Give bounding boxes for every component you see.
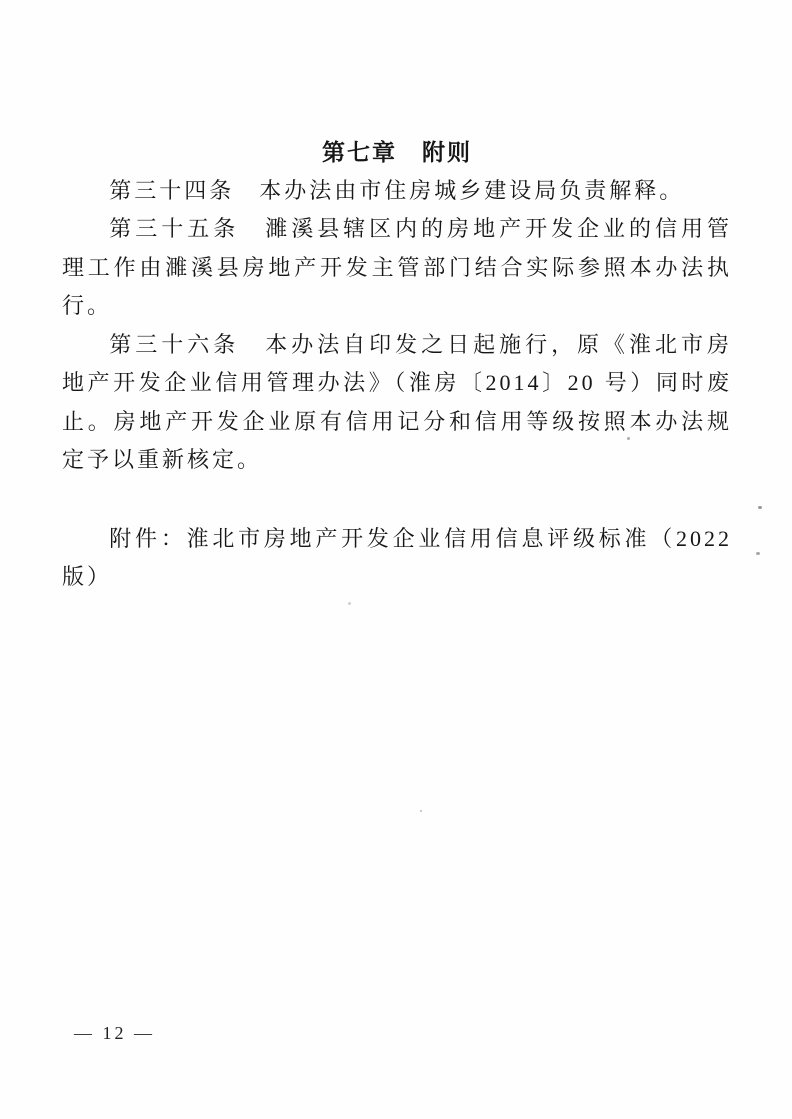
page-number: — 12 —	[74, 1023, 155, 1043]
scan-speck	[758, 506, 762, 509]
scan-speck	[420, 810, 422, 812]
scan-speck	[627, 437, 630, 440]
article-36-paragraph: 第三十六条 本办法自印发之日起施行，原《淮北市房地产开发企业信用管理办法》（淮房〔2014〕20 号）同时废止。房地产开发企业原有信用记分和信用等级按照本办法规定予以重新核定。	[62, 331, 732, 472]
article-35-paragraph: 第三十五条 濉溪县辖区内的房地产开发企业的信用管理工作由濉溪县房地产开发主管部门结合实际参照本办法执行。	[62, 216, 732, 318]
document-body	[62, 133, 732, 597]
scan-speck	[348, 602, 351, 605]
chapter-heading: 第七章 附则	[322, 139, 472, 165]
attachment-line: 附件：淮北市房地产开发企业信用信息评级标准（2022 版）	[62, 525, 732, 589]
scan-speck	[756, 552, 760, 555]
article-34-paragraph: 第三十四条 本办法由市住房城乡建设局负责解释。	[109, 177, 685, 203]
